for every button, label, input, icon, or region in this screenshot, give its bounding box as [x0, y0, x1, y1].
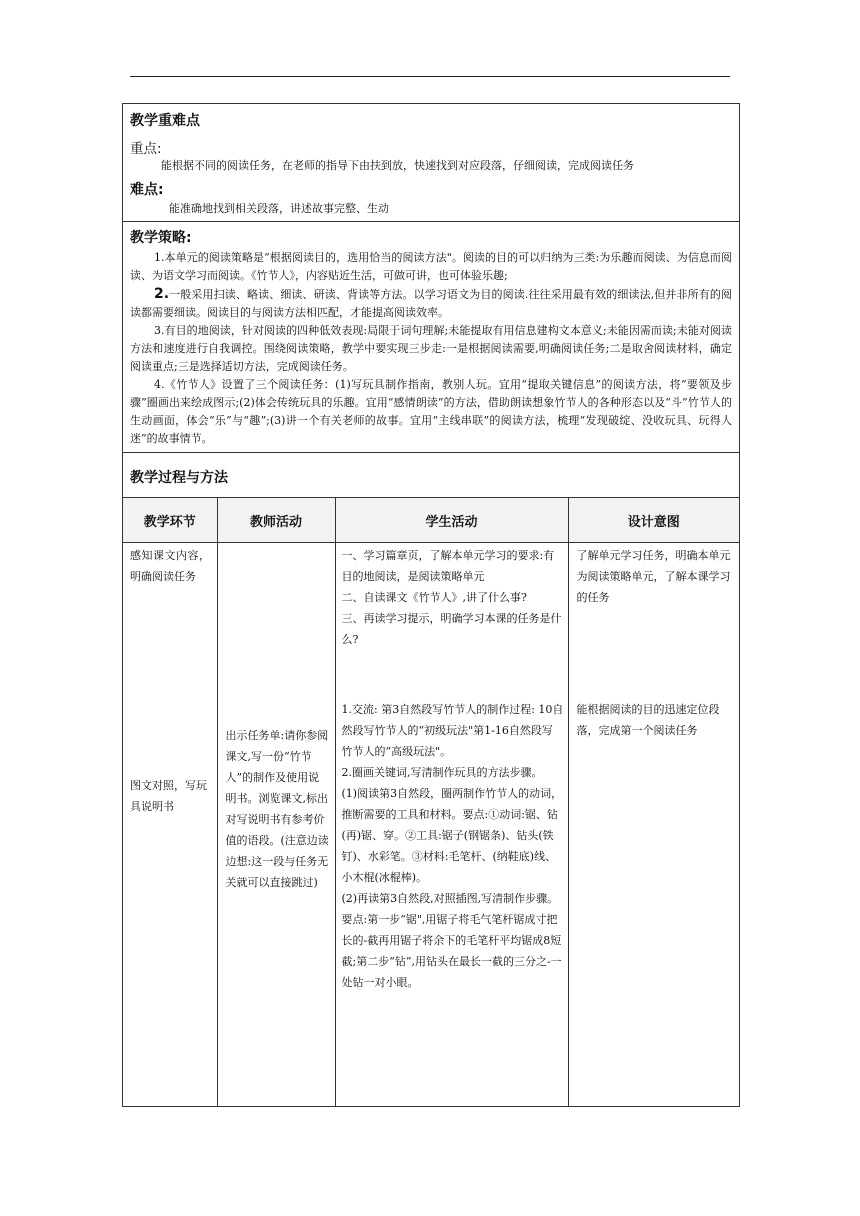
strategy-paragraph-1: 1.本单元的阅读策略是“根据阅读目的，选用恰当的阅读方法"。阅读的目的可以归纳为三类:为乐趣而阅读、为信息而阅读、为语文学习而阅读。《竹节人》，内容贴近生活，可做可讲，也可体验乐趣; [130, 251, 732, 282]
difficulty-title: 教学重难点 [130, 113, 200, 129]
process-section [123, 453, 739, 498]
key-point-label: 重点: [130, 141, 162, 157]
intent-1-text: 了解单元学习任务，明确本单元为阅读策略单元，了解本课学习的任务 [576, 549, 731, 604]
process-table [123, 498, 739, 1106]
stage-1-text: 感知课文内容，明确阅读任务 [130, 549, 210, 583]
strategy-paragraph-2-number: 2. [154, 286, 170, 302]
strategy-section [123, 222, 739, 453]
strategy-paragraph-2 [130, 285, 732, 322]
header-student: 学生活动 [335, 498, 568, 543]
header-stage: 教学环节 [123, 498, 217, 543]
process-title: 教学过程与方法 [130, 470, 228, 486]
hard-point-text: 能准确地找到相关段落，讲述故事完整、生动 [169, 202, 389, 215]
table-row [123, 543, 739, 1107]
header-teacher: 教师活动 [217, 498, 335, 543]
strategy-paragraph-4: 4.《竹节人》设置了三个阅读任务：(1)写玩具制作指南，教别人玩。宜用“提取关键信息”的阅读方法，将“要领及步骤”圈画出来绘成图示;(2)体会传统玩具的乐趣。宜用“感情朗读”的方法，借助朗读想象竹节人的各种形态以及“斗”竹节人的生动画面，体会“乐”与“趣”;(3)讲一个有关老师的故事。宜用“主线串联”的阅读方法，梳理“发现破绽、没收玩具、玩得人迷”的故事情节。 [130, 378, 732, 445]
teacher-cell [217, 543, 335, 1107]
table-header-row [123, 498, 739, 543]
student-activity-1-text: 一、学习篇章页，了解本单元学习的要求:有目的地阅读，是阅读策略单元 二、自读课文《竹节人》,讲了什么事? 三、再读学习提示，明确学习本课的任务是什么? [341, 549, 562, 646]
header-rule [130, 76, 730, 77]
strategy-paragraph-3: 3.有目的地阅读，针对阅读的四种低效表现:局限于词句理解;未能提取有用信息建构文本意义;未能因需而读;未能对阅读方法和速度进行自我调控。围绕阅读策略，教学中要实现三步走:一是根据阅读需要,明确阅读任务;二是取舍阅读材料，确定阅读重点;三是选择适切方法，完成阅读任务。 [130, 324, 732, 373]
strategy-paragraph-2-text: 一般采用扫读、略读、细读、研读、背读等方法。以学习语文为目的阅读.往往采用最有效的细读法,但并非所有的阅读都需要细读。阅读目的与阅读方法相匹配，才能提高阅读效率。 [130, 288, 732, 319]
intent-2-text: 能根据阅读的目的迅速定位段落，完成第一个阅读任务 [576, 703, 720, 737]
lesson-plan-table [122, 103, 740, 1107]
difficulty-section [123, 104, 739, 222]
strategy-title: 教学策略: [130, 230, 192, 246]
student-cell [335, 543, 568, 1107]
student-activity-2-text: 1.交流: 第3自然段写竹节人的制作过程: 10自然段写竹节人的“初级玩法"第1-16自然段写竹节人的“高级玩法"。 2.圈画关键词,写清制作玩具的方法步骤。 (1)阅读第3自然段，圈两制作竹节人的动词，推断需要的工具和材料。要点:①动词:锯、钻(再)锯、穿。②工具:锯子(钢锯条)、钻头(铁钉)、水彩笔。③材料:毛笔杆、(纳鞋底)线、小木棍(冰棍棒)。 (2)再读第3自然段,对照插图,写清制作步骤。 要点:第一步“锯",用锯子将毛气笔杆锯成寸把长的-截再用锯子将余下的毛笔杆平均锯成8短截;第二步“钻”,用钻头在最长一截的三分之-一处钻一对小眼。 [341, 703, 564, 989]
header-intent: 设计意图 [568, 498, 739, 543]
stage-2-text: 图文对照，写玩具说明书 [130, 779, 207, 813]
teacher-activity-text: 出示任务单:请你参阅课文,写一份“竹节人”的制作及使用说明书。浏览课文,标出对写说明书有参考价值的语段。(注意边读边想:这一段与任务无关就可以直接跳过) [225, 729, 329, 889]
stage-cell [123, 543, 217, 1107]
intent-cell [568, 543, 739, 1107]
key-point-text: 能根据不同的阅读任务，在老师的指导下由扶到放，快速找到对应段落，仔细阅读，完成阅读任务 [161, 159, 634, 172]
hard-point-label: 难点: [130, 182, 164, 198]
